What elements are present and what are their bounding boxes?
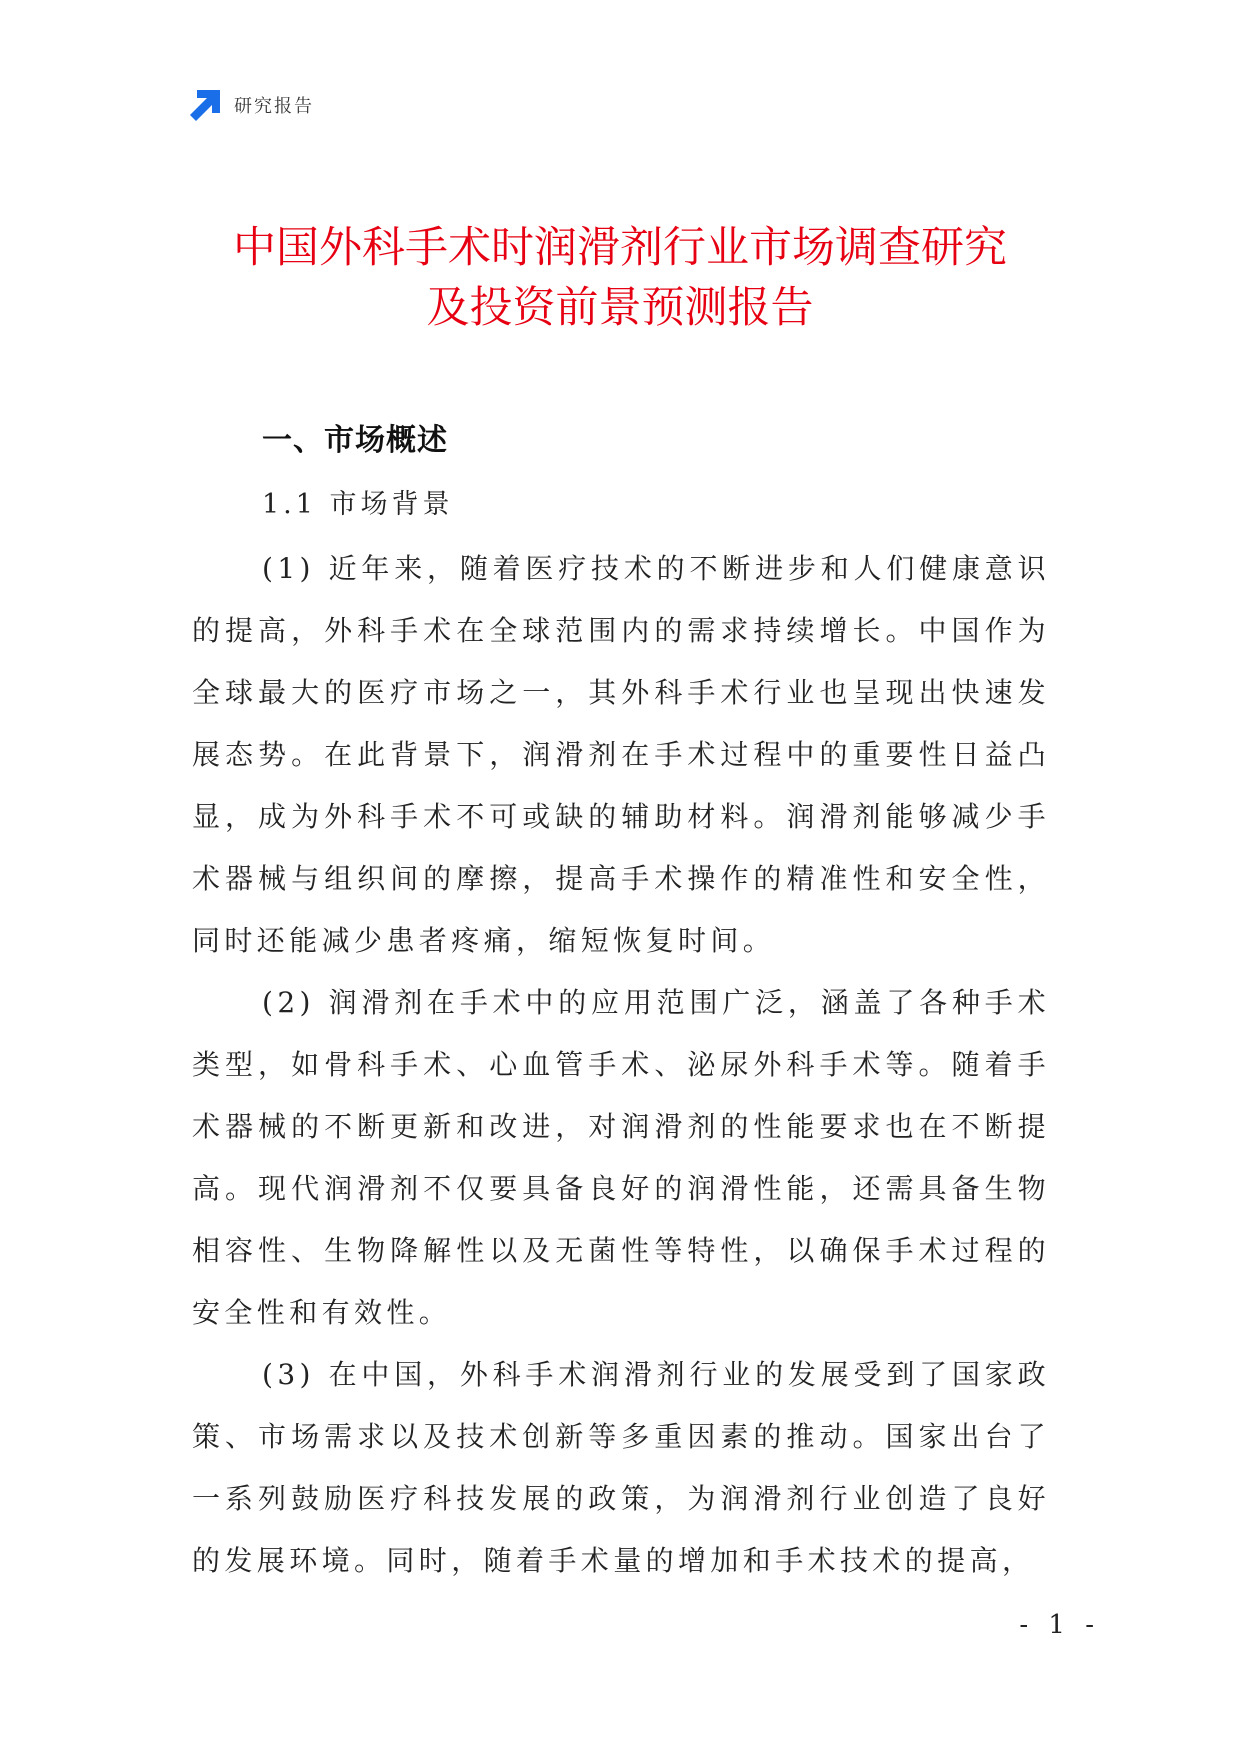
paragraph-2: (2) 润滑剂在手术中的应用范围广泛，涵盖了各种手术类型，如骨科手术、心血管手术、泌尿外科手术等。随着手术器械的不断更新和改进，对润滑剂的性能要求也在不断提高。现代润滑剂不仅要具备良好的润滑性能，还需具备生物相容性、生物降解性以及无菌性等特性，以确保手术过程的安全性和有效性。 [192,986,1050,1329]
title-line-2: 及投资前景预测报告 [426,283,814,333]
paragraph-1: (1) 近年来，随着医疗技术的不断进步和人们健康意识的提高，外科手术在全球范围内的需求持续增长。中国作为全球最大的医疗市场之一，其外科手术行业也呈现出快速发展态势。在此背景下，润滑剂在手术过程中的重要性日益凸显，成为外科手术不可或缺的辅助材料。润滑剂能够减少手术器械与组织间的摩擦，提高手术操作的精准性和安全性，同时还能减少患者疼痛，缩短恢复时间。 [192,552,1050,957]
arrow-up-right-logo-icon [188,88,222,122]
header-label: 研究报告 [234,96,314,117]
report-title [120,218,1120,338]
report-body [192,414,1050,1592]
page-number: - 1 - [1019,1610,1100,1640]
section-heading: 一、市场概述 [262,423,448,458]
title-line-1: 中国外科手术时润滑剂行业市场调查研究 [233,223,1007,273]
page-header [188,88,314,122]
sub-heading: 1.1 市场背景 [262,489,454,520]
paragraph-3: (3) 在中国，外科手术润滑剂行业的发展受到了国家政策、市场需求以及技术创新等多重因素的推动。国家出台了一系列鼓励医疗科技发展的政策，为润滑剂行业创造了良好的发展环境。同时，随着手术量的增加和手术技术的提高， [192,1358,1050,1577]
